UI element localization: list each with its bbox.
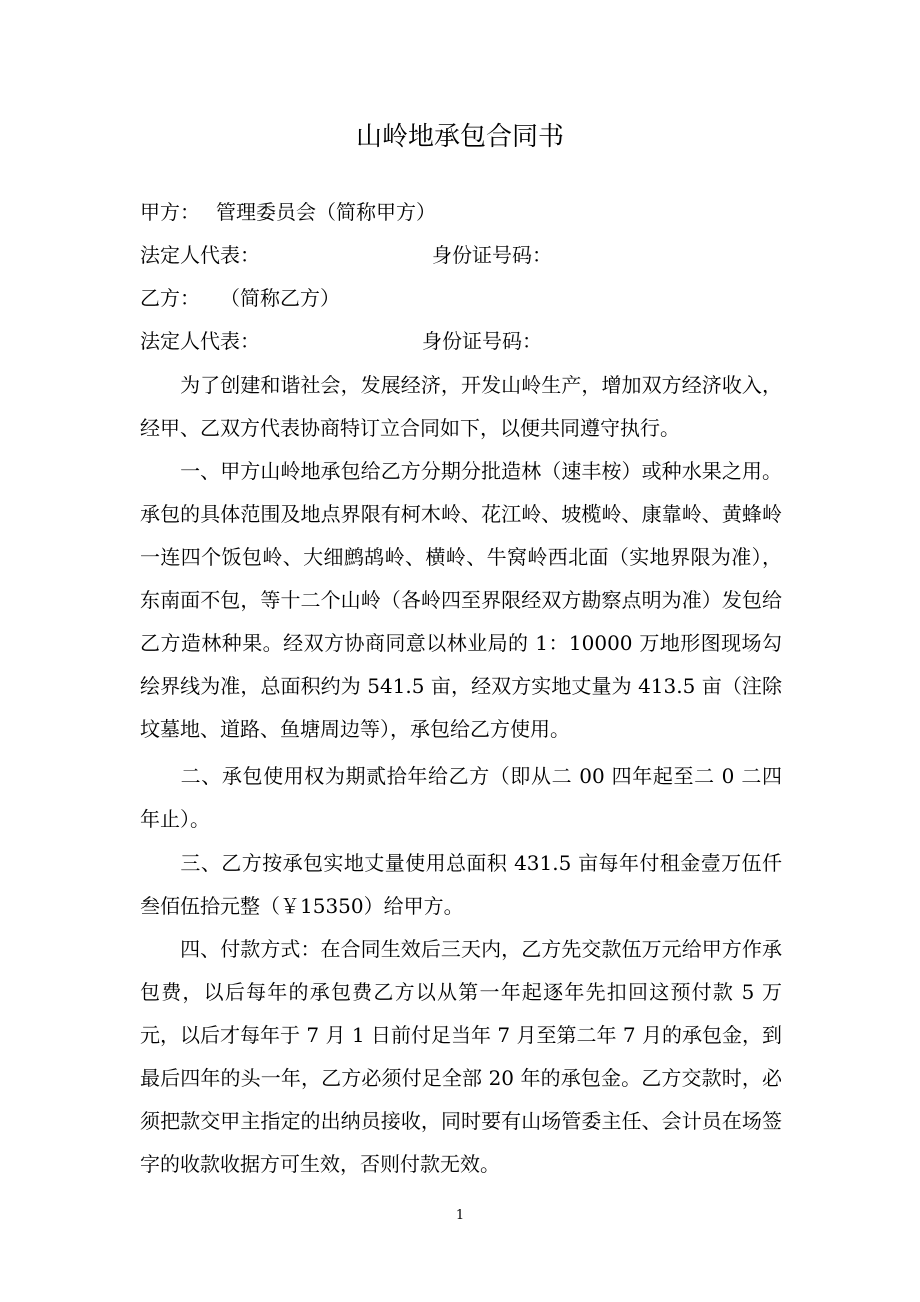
paragraph-clause-1 xyxy=(140,450,782,751)
paragraph-intro xyxy=(140,364,782,450)
party-a-name: 管理委员会（简称甲方） xyxy=(216,200,436,224)
party-a-line xyxy=(140,196,436,228)
paragraph-intro-text: 为了创建和谐社会，发展经济，开发山岭生产，增加双方经济收入，经甲、乙双方代表协商特订立合同如下，以便共同遵守执行。 xyxy=(140,373,782,440)
document-title: 山岭地承包合同书 xyxy=(355,122,564,152)
paragraph-clause-2-text: 二、承包使用权为期贰拾年给乙方（即从二 00 四年起至二 0 二四年止）。 xyxy=(140,764,782,831)
paragraph-clause-4-text: 四、付款方式：在合同生效后三天内，乙方先交款伍万元给甲方作承包费，以后每年的承包费乙方以从第一年起逐年先扣回这预付款 5 万元，以后才每年于 7 月 1 日前付足当年 7 月至第二年 7 月的承包金，到最后四年的头一年，乙方必须付足全部 20 年的承包金。乙方交款时，必须把款交甲主指定的出纳员接收，同时要有山场管委主任、会计员在场签字的收款收据方可生效，否则付款无效。 xyxy=(140,937,782,1176)
party-b-line xyxy=(140,282,340,314)
party-b-rep-label: 法定人代表： xyxy=(140,329,260,353)
party-a-rep-label: 法定人代表： xyxy=(140,243,260,267)
party-a-id-label: 身份证号码： xyxy=(432,243,552,267)
paragraph-clause-2 xyxy=(140,755,782,841)
party-b-name: （简称乙方） xyxy=(220,286,340,310)
paragraph-clause-1-text: 一、甲方山岭地承包给乙方分期分批造林（速丰桉）或种水果之用。承包的具体范围及地点界限有柯木岭、花江岭、坡榄岭、康靠岭、黄蜂岭一连四个饭包岭、大细鹧鸪岭、横岭、牛窝岭西北面（实地界限为准），东南面不包，等十二个山岭（各岭四至界限经双方勘察点明为准）发包给乙方造林种果。经双方协商同意以林业局的 1：10000 万地形图现场勾绘界线为准，总面积约为 541.5 亩，经双方实地丈量为 413.5 亩（注除坟墓地、道路、鱼塘周边等），承包给乙方使用。 xyxy=(140,459,782,741)
page-number: 1 xyxy=(455,1208,465,1223)
party-b-rep-line xyxy=(140,325,542,357)
paragraph-clause-3 xyxy=(140,842,782,928)
party-b-label: 乙方： xyxy=(140,286,200,310)
paragraph-clause-4 xyxy=(140,928,782,1186)
party-b-id-label: 身份证号码： xyxy=(422,329,542,353)
party-a-rep-line xyxy=(140,239,552,271)
paragraph-clause-3-text: 三、乙方按承包实地丈量使用总面积 431.5 亩每年付租金壹万伍仟叁佰伍拾元整（￥15350）给甲方。 xyxy=(140,851,782,918)
party-a-label: 甲方： xyxy=(140,200,200,224)
